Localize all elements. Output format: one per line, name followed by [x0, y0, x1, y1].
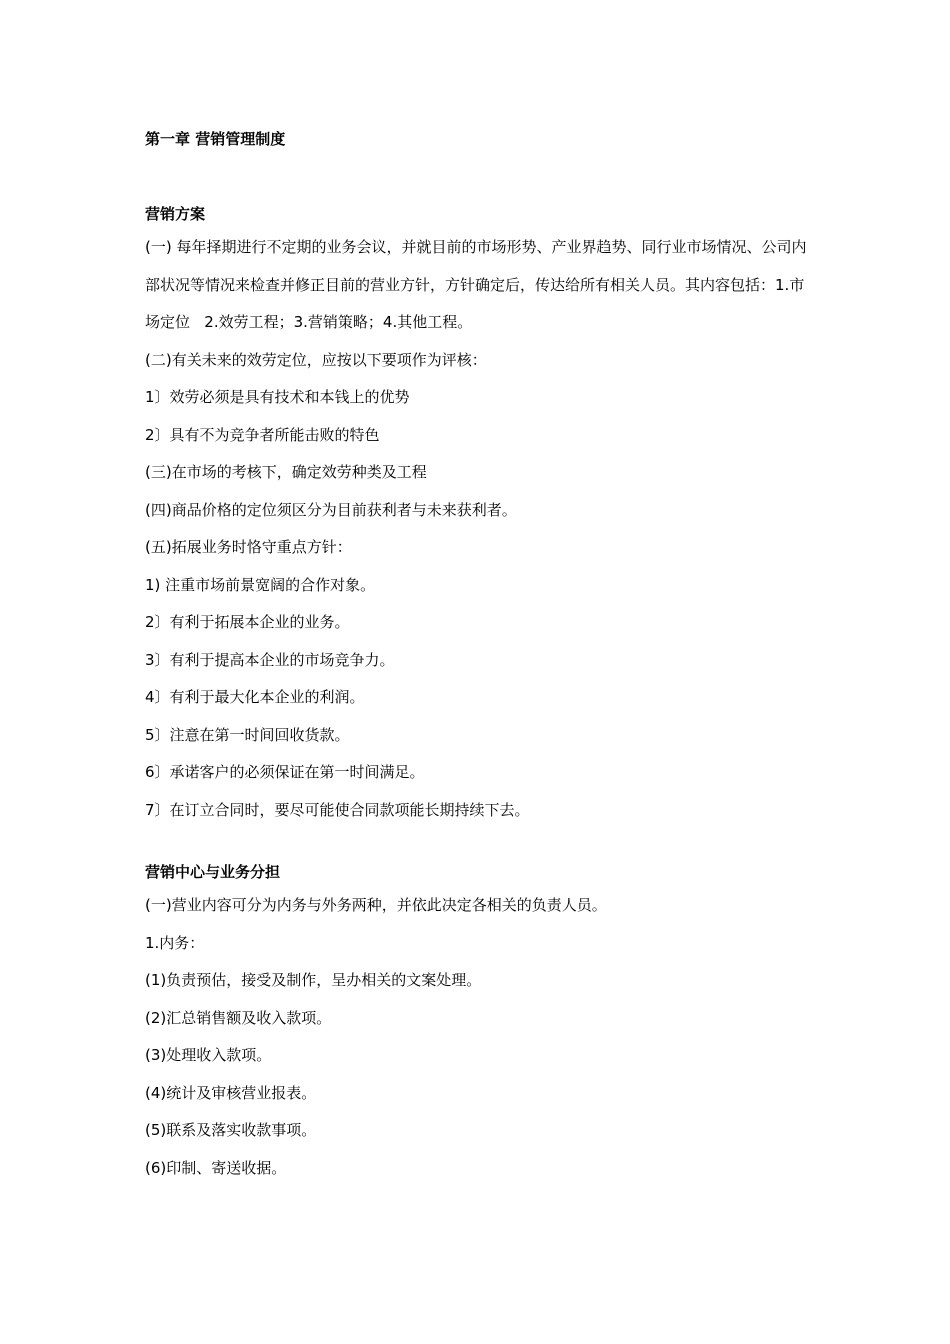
list-item: (4)统计及审核营业报表。: [145, 1083, 317, 1102]
spacer: [145, 150, 815, 203]
paragraph: (一)营业内容可分为内务与外务两种，并依此决定各相关的负责人员。: [145, 896, 607, 914]
list-item: (5)联系及落实收款事项。: [145, 1121, 317, 1139]
section-marketing-center: [145, 887, 815, 1187]
list-item: 2〕具有不为竞争者所能击败的特色: [145, 425, 380, 444]
paragraph: (四)商品价格的定位须区分为目前获利者与未来获利者。: [145, 500, 517, 519]
list-item: (1)负责预估，接受及制作，呈办相关的文案处理。: [145, 971, 482, 989]
list-item: 1) 注重市场前景宽阔的合作对象。: [145, 575, 376, 594]
chapter-title: 第一章 营销管理制度: [145, 130, 286, 148]
list-item: 1〕效劳必须是具有技术和本钱上的优势: [145, 388, 410, 406]
paragraph: (三)在市场的考核下，确定效劳种类及工程: [145, 463, 427, 481]
list-item: 3〕有利于提高本企业的市场竞争力。: [145, 650, 395, 669]
paragraph: 1.内务：: [145, 933, 205, 952]
paragraph: (二)有关未来的效劳定位，应按以下要项作为评核：: [145, 350, 487, 369]
list-item: 7〕在订立合同时，要尽可能使合同款项能长期持续下去。: [145, 800, 530, 819]
list-item: 2〕有利于拓展本企业的业务。: [145, 613, 350, 631]
list-item: 4〕有利于最大化本企业的利润。: [145, 688, 365, 706]
list-item: (3)处理收入款项。: [145, 1046, 272, 1064]
paragraph: (五)拓展业务时恪守重点方针：: [145, 538, 352, 556]
list-item: 5〕注意在第一时间回收货款。: [145, 725, 350, 744]
list-item: 6〕承诺客户的必须保证在第一时间满足。: [145, 763, 425, 781]
spacer: [145, 829, 815, 861]
section-marketing-plan: [145, 229, 815, 829]
list-item: (6)印制、寄送收据。: [145, 1158, 287, 1177]
paragraph: (一) 每年择期进行不定期的业务会议，并就目前的市场形势、产业界趋势、同行业市场情况、公司内部状况等情况来检查并修正目前的营业方针，方针确定后，传达给所有相关人员。其内容包括：1.市场定位 2.效劳工程；3.营销策略；4.其他工程。: [145, 238, 807, 331]
list-item: (2)汇总销售额及收入款项。: [145, 1008, 332, 1027]
section-heading-marketing-plan: 营销方案: [145, 205, 206, 223]
document-body: [145, 128, 815, 1187]
section-heading-marketing-center: 营销中心与业务分担: [145, 863, 281, 881]
